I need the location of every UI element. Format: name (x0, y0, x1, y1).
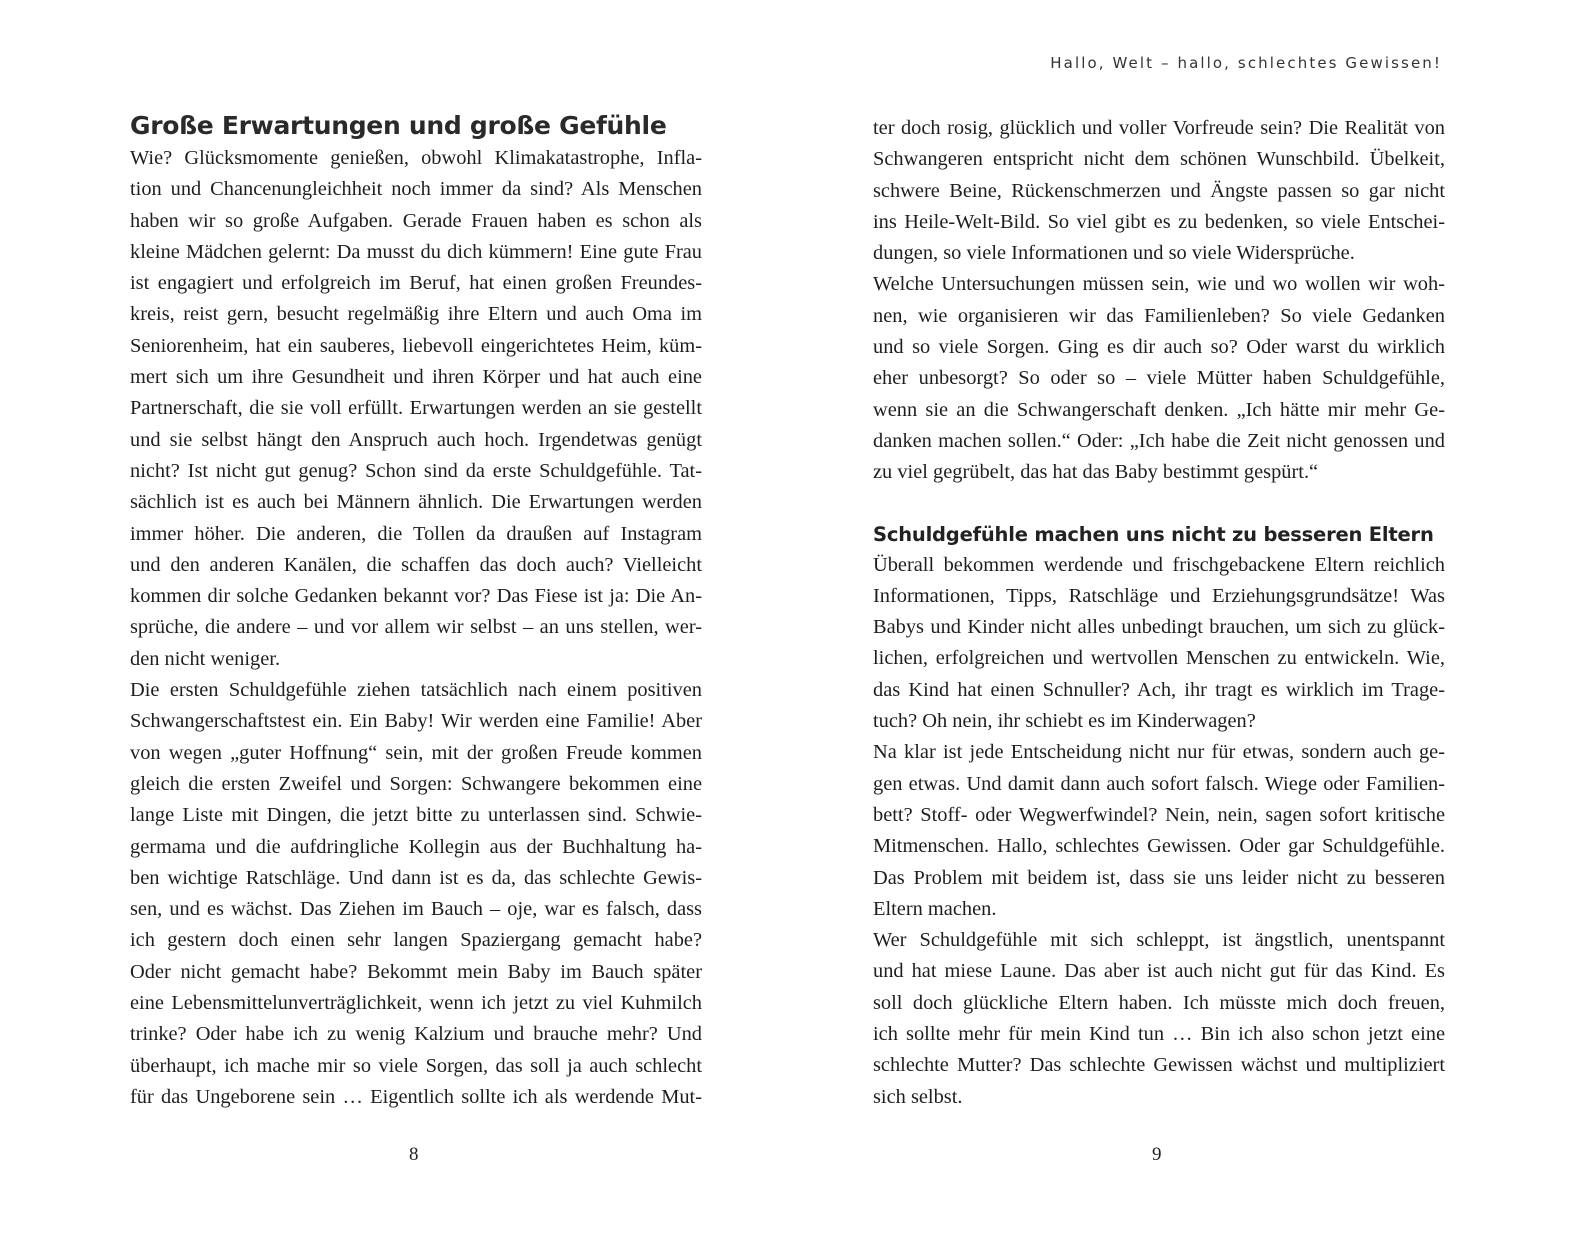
text-line: Oder nicht gemacht habe? Bekommt mein Baby im Bauch später (130, 960, 702, 983)
text-line: sen, und es wächst. Das Ziehen im Bauch – oje, war es falsch, dass (130, 898, 702, 921)
subsection-heading: Schuldgefühle machen uns nicht zu besseren Eltern (873, 522, 1434, 546)
text-line: zu viel gegrübelt, das hat das Baby bestimmt gespürt.“ (873, 461, 1319, 484)
right-text-column (873, 113, 1445, 1113)
text-line: Wie? Glücksmomente genießen, obwohl Klimakatastrophe, Infla- (130, 147, 702, 169)
text-line: Das Problem mit beidem ist, dass sie uns leider nicht zu besseren (873, 866, 1445, 889)
text-line: wenn sie an die Schwangerschaft denken. „Ich hätte mir mehr Ge- (873, 398, 1445, 421)
text-line: gleich die ersten Zweifel und Sorgen: Schwangere bekommen eine (130, 772, 702, 795)
text-line: Seniorenheim, hat ein sauberes, liebevoll eingerichtetes Heim, küm- (130, 334, 702, 357)
text-line: schlechte Mutter? Das schlechte Gewissen wächst und multipliziert (873, 1054, 1445, 1077)
page-number-left: 8 (409, 1144, 419, 1165)
text-line: ter doch rosig, glücklich und voller Vorfreude sein? Die Realität von (873, 117, 1445, 139)
text-line: nicht? Ist nicht gut genug? Schon sind da erste Schuldgefühle. Tat- (130, 459, 702, 482)
text-line: ich sollte mehr für mein Kind tun … Bin ich also schon jetzt eine (873, 1023, 1445, 1046)
text-line: immer höher. Die anderen, die Tollen da draußen auf Instagram (130, 522, 702, 545)
text-line: tuch? Oh nein, ihr schiebt es im Kinderwagen? (873, 710, 1256, 733)
text-line: trinke? Oder habe ich zu wenig Kalzium und brauche mehr? Und (130, 1023, 702, 1046)
text-line: ins Heile-Welt-Bild. So viel gibt es zu bedenken, so viele Entschei- (873, 210, 1445, 233)
right-page (797, 0, 1594, 1240)
text-line: den nicht weniger. (130, 647, 281, 670)
text-line: ich gestern doch einen sehr langen Spaziergang gemacht habe? (130, 929, 702, 952)
text-line: germama und die aufdringliche Kollegin aus der Buchhaltung ha- (130, 835, 702, 858)
right-body-text-continued (873, 113, 1445, 489)
text-line: sächlich ist es auch bei Männern ähnlich. Die Erwartungen werden (130, 491, 702, 514)
text-line: kommen dir solche Gedanken bekannt vor? Das Fiese ist ja: Die An- (130, 585, 702, 608)
text-line: ben wichtige Ratschläge. Und dann ist es da, das schlechte Gewis- (130, 866, 702, 889)
text-line: danken machen sollen.“ Oder: „Ich habe die Zeit nicht genossen und (873, 429, 1445, 452)
text-line: eine Lebensmittelunverträglichkeit, wenn ich jetzt zu viel Kuhmilch (130, 992, 702, 1015)
text-line: Eltern machen. (873, 897, 997, 920)
text-line: Die ersten Schuldgefühle ziehen tatsächlich nach einem positiven (130, 679, 702, 702)
text-line: ist engagiert und erfolgreich im Beruf, hat einen großen Freundes- (130, 272, 702, 295)
running-head: Hallo, Welt – hallo, schlechtes Gewissen! (1050, 54, 1442, 72)
text-line: Babys und Kinder nicht alles unbedingt brauchen, um sich zu glück- (873, 616, 1445, 639)
left-text-column (130, 109, 702, 1113)
text-line: Schwangeren entspricht nicht dem schönen Wunschbild. Übelkeit, (873, 148, 1445, 171)
text-line: dungen, so viele Informationen und so viele Widersprüche. (873, 242, 1355, 265)
text-line: Überall bekommen werdende und frischgebackene Eltern reichlich (873, 553, 1445, 576)
text-line: kleine Mädchen gelernt: Da musst du dich kümmern! Eine gute Frau (130, 240, 702, 263)
text-line: schwere Beine, Rückenschmerzen und Ängste passen so gar nicht (873, 179, 1445, 202)
text-line: kreis, reist gern, besucht regelmäßig ihre Eltern und auch Oma im (130, 303, 702, 326)
text-line: und sie selbst hängt den Anspruch auch hoch. Irgendetwas genügt (130, 428, 702, 451)
text-line: Informationen, Tipps, Ratschläge und Erziehungsgrundsätze! Was (873, 584, 1445, 607)
text-line: nen, wie organisieren wir das Familienleben? So viele Gedanken (873, 304, 1445, 327)
text-line: und hat miese Laune. Das aber ist auch nicht gut für das Kind. Es (873, 960, 1445, 983)
text-line: soll doch glückliche Eltern haben. Ich müsste mich doch freuen, (873, 991, 1445, 1014)
text-line: von wegen „guter Hoffnung“ sein, mit der großen Freude kommen (130, 741, 702, 764)
text-line: tion und Chancenungleichheit noch immer da sind? Als Menschen (130, 178, 702, 201)
text-line: gen etwas. Und damit dann auch sofort falsch. Wiege oder Familien- (873, 772, 1445, 795)
text-line: sich selbst. (873, 1085, 963, 1108)
text-line: das Kind hat einen Schnuller? Ach, ihr tragt es wirklich im Trage- (873, 678, 1445, 701)
text-line: Partnerschaft, die sie voll erfüllt. Erwartungen werden an sie gestellt (130, 397, 702, 420)
text-line: haben wir so große Aufgaben. Gerade Frauen haben es schon als (130, 209, 702, 232)
text-line: überhaupt, ich mache mir so viele Sorgen, das soll ja auch schlecht (130, 1054, 702, 1077)
text-line: Welche Untersuchungen müssen sein, wie und wo wollen wir woh- (873, 273, 1445, 296)
text-line: eher unbesorgt? So oder so – viele Mütter haben Schuldgefühle, (873, 367, 1445, 390)
text-line: sprüche, die andere – und vor allem wir selbst – an uns stellen, wer- (130, 616, 702, 639)
section-spacer (873, 489, 1445, 519)
text-line: lange Liste mit Dingen, die jetzt bitte zu unterlassen sind. Schwie- (130, 804, 702, 827)
text-line: mert sich um ihre Gesundheit und ihren Körper und hat auch eine (130, 366, 702, 389)
text-line: und so viele Sorgen. Ging es dir auch so? Oder warst du wirklich (873, 336, 1445, 359)
text-line: Schwangerschaftstest ein. Ein Baby! Wir werden eine Familie! Aber (130, 710, 702, 733)
left-body-text (130, 143, 702, 1113)
text-line: Na klar ist jede Entscheidung nicht nur für etwas, sondern auch ge- (873, 741, 1445, 764)
right-body-text (873, 550, 1445, 1113)
text-line: Wer Schuldgefühle mit sich schleppt, ist ängstlich, unentspannt (873, 929, 1445, 952)
text-line: lichen, erfolgreichen und wertvollen Menschen zu entwickeln. Wie, (873, 647, 1445, 670)
text-line: für das Ungeborene sein … Eigentlich sollte ich als werdende Mut- (130, 1085, 702, 1108)
section-heading: Große Erwartungen und große Gefühle (130, 111, 667, 140)
text-line: Mitmenschen. Hallo, schlechtes Gewissen. Oder gar Schuldgefühle. (873, 835, 1445, 858)
text-line: bett? Stoff- oder Wegwerfwindel? Nein, nein, sagen sofort kritische (873, 803, 1445, 826)
text-line: und den anderen Kanälen, die schaffen das doch auch? Vielleicht (130, 553, 702, 576)
page-number-right: 9 (1152, 1144, 1162, 1165)
